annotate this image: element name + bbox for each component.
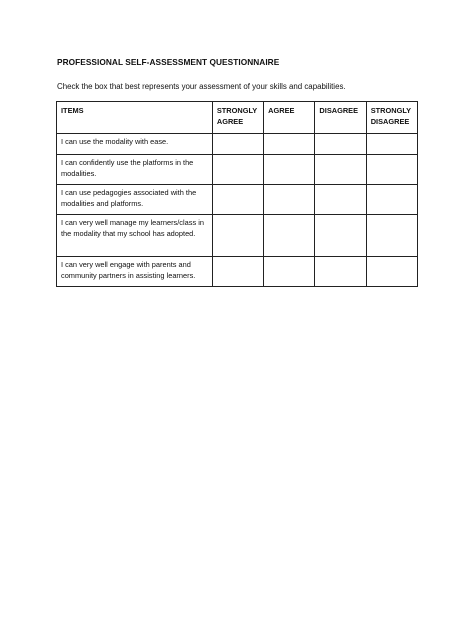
instructions-text: Check the box that best represents your assessment of your skills and capabilities. (57, 82, 346, 91)
checkbox-cell-strongly-disagree[interactable] (366, 215, 417, 257)
checkbox-cell-disagree[interactable] (315, 215, 366, 257)
header-items: ITEMS (57, 102, 213, 134)
header-strongly-disagree: STRONGLY DISAGREE (366, 102, 417, 134)
checkbox-cell-strongly-disagree[interactable] (366, 257, 417, 287)
checkbox-cell-strongly-agree[interactable] (212, 185, 263, 215)
checkbox-cell-agree[interactable] (264, 155, 315, 185)
table-row (57, 257, 418, 287)
page-title: PROFESSIONAL SELF-ASSESSMENT QUESTIONNAIRE (57, 57, 280, 67)
header-disagree: DISAGREE (315, 102, 366, 134)
checkbox-cell-strongly-agree[interactable] (212, 155, 263, 185)
table-header-row (57, 102, 418, 134)
header-agree: AGREE (264, 102, 315, 134)
checkbox-cell-strongly-agree[interactable] (212, 215, 263, 257)
table-row (57, 134, 418, 155)
checkbox-cell-strongly-agree[interactable] (212, 134, 263, 155)
checkbox-cell-strongly-disagree[interactable] (366, 185, 417, 215)
checkbox-cell-strongly-agree[interactable] (212, 257, 263, 287)
table-row (57, 215, 418, 257)
checkbox-cell-agree[interactable] (264, 134, 315, 155)
item-text: I can very well engage with parents and community partners in assisting learners. (57, 257, 213, 287)
table-row (57, 185, 418, 215)
item-text: I can confidently use the platforms in the modalities. (57, 155, 213, 185)
checkbox-cell-agree[interactable] (264, 257, 315, 287)
item-text: I can use the modality with ease. (57, 134, 213, 155)
checkbox-cell-disagree[interactable] (315, 257, 366, 287)
checkbox-cell-strongly-disagree[interactable] (366, 155, 417, 185)
checkbox-cell-disagree[interactable] (315, 134, 366, 155)
header-strongly-agree: STRONGLY AGREE (212, 102, 263, 134)
questionnaire-table (56, 101, 418, 287)
checkbox-cell-agree[interactable] (264, 215, 315, 257)
item-text: I can use pedagogies associated with the modalities and platforms. (57, 185, 213, 215)
table-row (57, 155, 418, 185)
checkbox-cell-disagree[interactable] (315, 185, 366, 215)
checkbox-cell-disagree[interactable] (315, 155, 366, 185)
checkbox-cell-agree[interactable] (264, 185, 315, 215)
checkbox-cell-strongly-disagree[interactable] (366, 134, 417, 155)
item-text: I can very well manage my learners/class in the modality that my school has adopted. (57, 215, 213, 257)
